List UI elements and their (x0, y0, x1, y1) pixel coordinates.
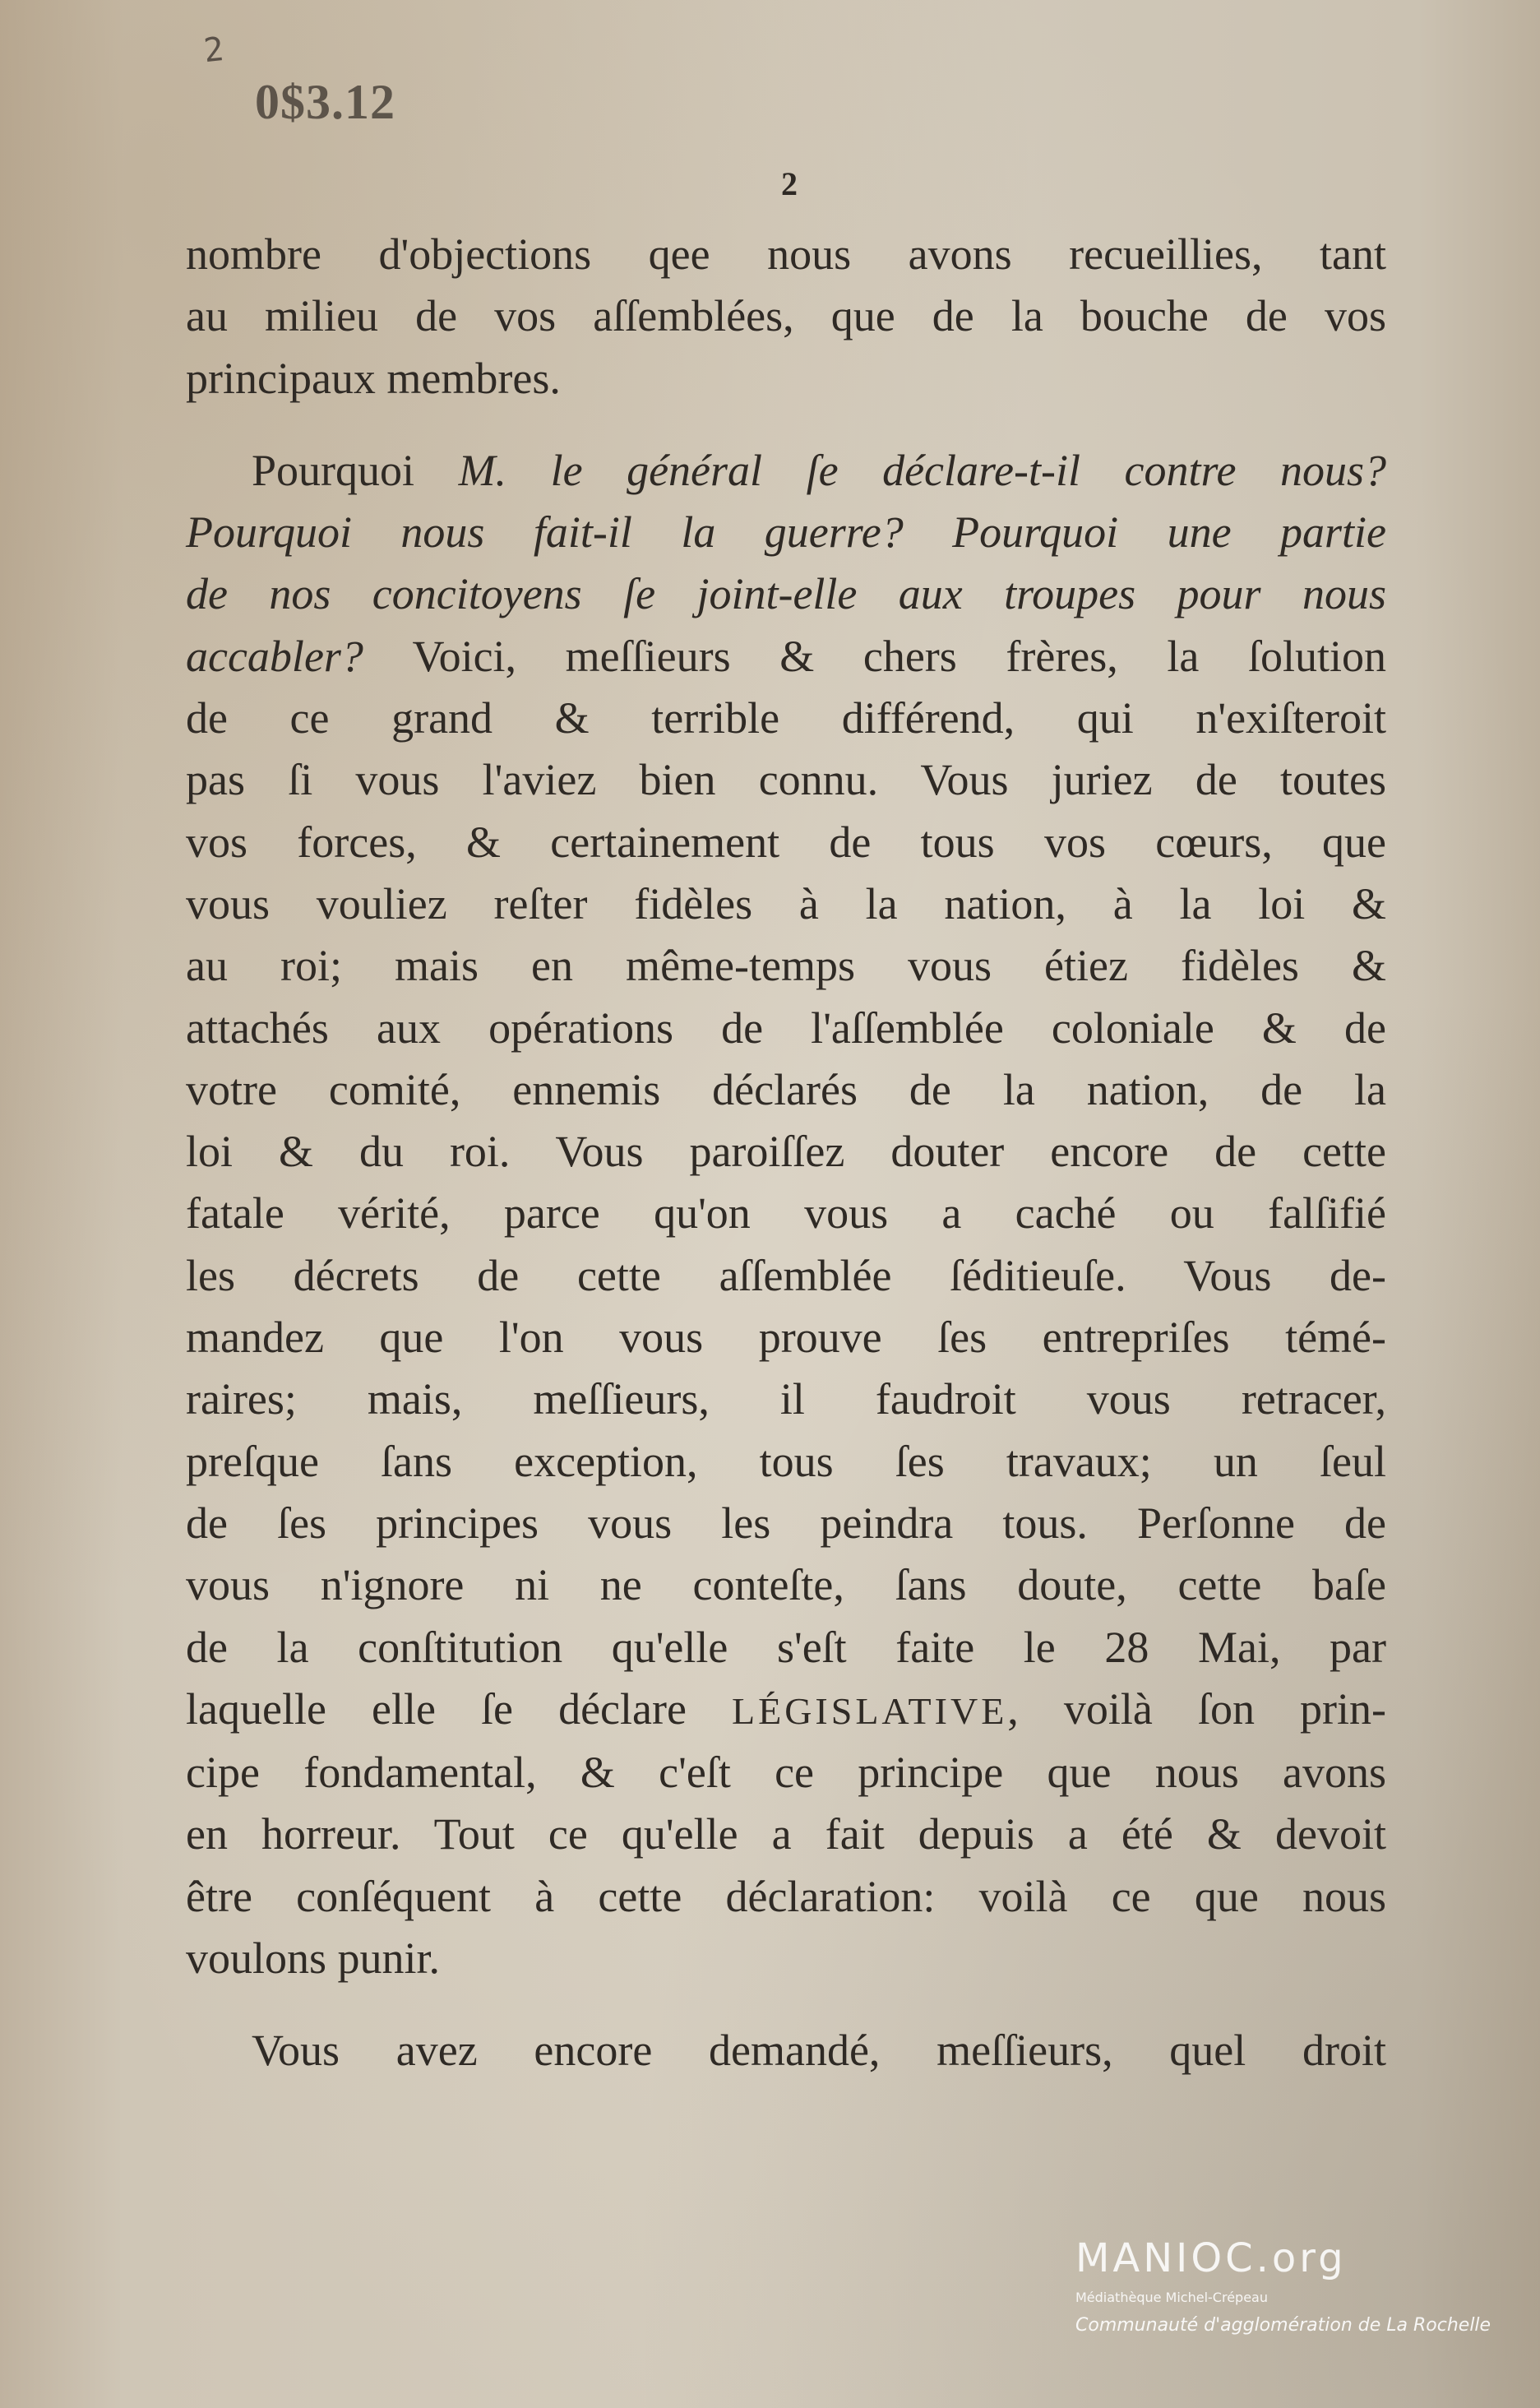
text-line: preſque ſans exception, tous ſes travaux; un ſeul (186, 1436, 1386, 1486)
text-line: Vous avez encore demandé, meſſieurs, quel droit (252, 2026, 1386, 2076)
text-line: loi & du roi. Vous paroiſſez douter encore de cette (186, 1127, 1386, 1177)
text-line: principaux membres. (186, 353, 561, 403)
text-line: fatale vérité, parce qu'on vous a caché ou falſifié (186, 1188, 1386, 1239)
watermark-logo: MANIOC.org (1075, 2235, 1347, 2281)
shelfmark-code: 0$3.12 (255, 75, 395, 129)
text-line (186, 1679, 1386, 1742)
body-text (186, 224, 1386, 2082)
text-run: , voilà ſon prin- (1007, 1683, 1386, 1734)
watermark-community: Communauté d'agglomération de La Rochelle (1075, 2315, 1491, 2336)
paragraph-gap (186, 1989, 1386, 2020)
page-number: 2 (781, 165, 798, 202)
text-line (186, 626, 1386, 688)
text-line: Pourquoi nous fait-il la guerre? Pourquoi une partie (186, 507, 1386, 558)
paragraph-2 (186, 440, 1386, 1989)
text-line: de la conſtitution qu'elle s'eſt faite le 28 Mai, par (186, 1622, 1386, 1672)
small-caps-run: LÉGISLATIVE (732, 1689, 1008, 1732)
text-line: nombre d'objections qee nous avons recueillies, tant (186, 229, 1386, 279)
text-line: les décrets de cette aſſemblée ſéditieuſe. Vous de- (186, 1250, 1386, 1300)
text-run: Voici, meſſieurs & chers frères, la ſolution (412, 631, 1386, 681)
text-line: vous vouliez reſter fidèles à la nation, à la loi & (186, 878, 1386, 928)
text-line: voulons punir. (186, 1933, 441, 1984)
text-line: raires; mais, meſſieurs, il faudroit vous retracer, (186, 1374, 1386, 1424)
text-line: de ſes principes vous les peindra tous. Perſonne de (186, 1498, 1386, 1548)
paragraph-gap (186, 410, 1386, 440)
italic-run: accabler? (186, 631, 413, 681)
text-line: au roi; mais en même-temps vous étiez fidèles & (186, 941, 1386, 991)
text-run: laquelle elle ſe déclare (186, 1683, 733, 1734)
text-line (186, 440, 1386, 502)
text-line: cipe fondamental, & c'eſt ce principe que nous avons (186, 1748, 1386, 1798)
watermark-library: Médiathèque Michel-Crépeau (1075, 2290, 1268, 2305)
text-line: pas ſi vous l'aviez bien connu. Vous juriez de toutes (186, 755, 1386, 805)
paragraph-1 (186, 224, 1386, 410)
text-line: vous n'ignore ni ne conteſte, ſans doute, cette baſe (186, 1560, 1386, 1610)
text-line: votre comité, ennemis déclarés de la nation, de la (186, 1064, 1386, 1114)
text-line: vos forces, & certainement de tous vos cœurs, que (186, 817, 1386, 867)
paragraph-3 (186, 2020, 1386, 2082)
shelfmark-number: 2 (201, 30, 228, 71)
text-line: être conſéquent à cette déclaration: voilà ce que nous (186, 1871, 1386, 1921)
text-line: en horreur. Tout ce qu'elle a fait depuis a été & devoit (186, 1809, 1386, 1859)
italic-run: M. le général ſe déclare-t-il contre nous? (458, 445, 1386, 495)
text-run: Pourquoi (252, 445, 459, 495)
text-line: mandez que l'on vous prouve ſes entrepriſes témé- (186, 1313, 1386, 1363)
text-line: attachés aux opérations de l'aſſemblée coloniale & de (186, 1003, 1386, 1053)
text-line: au milieu de vos aſſemblées, que de la bouche de vos (186, 291, 1386, 341)
text-line: de nos concitoyens ſe joint-elle aux troupes pour nous (186, 569, 1386, 619)
text-line: de ce grand & terrible différend, qui n'exiſteroit (186, 693, 1386, 743)
manioc-watermark (1075, 2235, 1503, 2336)
